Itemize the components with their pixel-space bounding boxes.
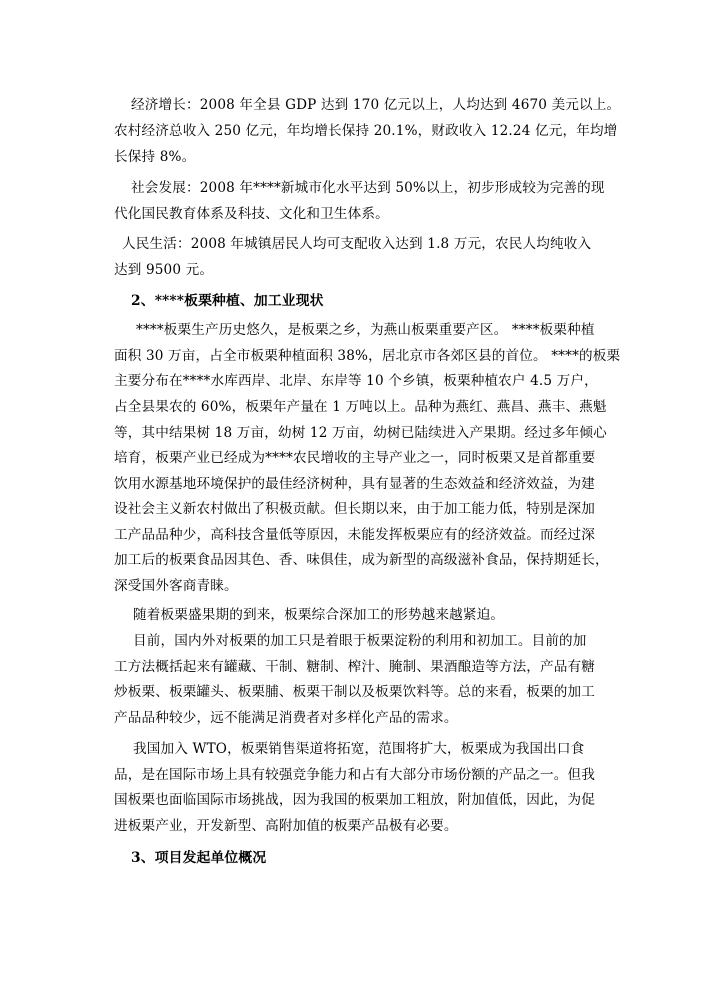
text-line: 加工后的板栗食品因其色、香、味俱佳，成为新型的高级滋补食品，保持期延长，: [114, 552, 609, 568]
text-line: 主要分布在****水库西岸、北岸、东岸等 10 个乡镇，板栗种植农户 4.5 万户，: [114, 373, 598, 389]
text-line: ****板栗生产历史悠久，是板栗之乡，为燕山板栗重要产区。 ****板栗种植: [136, 322, 595, 338]
text-line: 我国加入 WTO，板栗销售渠道将拓宽，范围将扩大，板栗成为我国出口食: [133, 741, 585, 757]
text-line: 经济增长：2008 年全县 GDP 达到 170 亿元以上，人均达到 4670 美元以上。: [131, 97, 621, 113]
text-line: 随着板栗盛果期的到来，板栗综合深加工的形势越来越紧迫。: [133, 607, 505, 623]
text-line: 品，是在国际市场上具有较强竞争能力和占有大部分市场份额的产品之一。但我: [114, 767, 596, 783]
text-line: 饮用水源基地环境保护的最佳经济树种，具有显著的生态效益和经济效益，为建: [114, 476, 596, 492]
section-heading: 3、项目发起单位概况: [131, 850, 267, 866]
text-line: 产品品种较少，远不能满足消费者对多样化产品的需求。: [114, 710, 458, 726]
text-line: 人民生活：2008 年城镇居民人均可支配收入达到 1.8 万元，农民人均纯收入: [122, 236, 592, 252]
text-line: 代化国民教育体系及科技、文化和卫生体系。: [114, 206, 389, 222]
text-line: 进板栗产业，开发新型、高附加值的板栗产品极有必要。: [114, 818, 458, 834]
text-line: 面积 30 万亩，占全市板栗种植面积 38%，居北京市各郊区县的首位。 ****的板栗: [114, 348, 621, 364]
text-line: 工方法概括起来有罐藏、干制、糖制、榨汁、腌制、果酒酿造等方法，产品有糖: [114, 659, 596, 675]
text-line: 占全县果农的 60%，板栗年产量在 1 万吨以上。品种为燕红、燕昌、燕丰、燕魁: [114, 399, 607, 415]
section-heading: 2、****板栗种植、加工业现状: [131, 293, 324, 309]
text-line: 工产品品种少，高科技含量低等原因，未能发挥板栗应有的经济效益。而经过深: [114, 527, 596, 543]
text-line: 目前，国内外对板栗的加工只是着眼于板栗淀粉的利用和初加工。目前的加: [133, 633, 587, 649]
text-line: 等，其中结果树 18 万亩，幼树 12 万亩，幼树已陆续进入产果期。经过多年倾心: [114, 425, 607, 441]
text-line: 农村经济总收入 250 亿元，年均增长保持 20.1%，财政收入 12.24 亿元，年均增: [114, 123, 618, 139]
text-line: 炒板栗、板栗罐头、板栗脯、板栗干制以及板栗饮料等。总的来看，板栗的加工: [114, 684, 596, 700]
text-line: 社会发展：2008 年****新城市化水平达到 50%以上，初步形成较为完善的现: [131, 180, 605, 196]
text-line: 设社会主义新农村做出了积极贡献。但长期以来，由于加工能力低，特别是深加: [114, 501, 596, 517]
text-line: 达到 9500 元。: [114, 262, 214, 278]
text-line: 国板栗也面临国际市场挑战，因为我国的板栗加工粗放，附加值低，因此，为促: [114, 792, 596, 808]
text-line: 长保持 8%。: [114, 149, 196, 165]
text-line: 培育，板栗产业已经成为****农民增收的主导产业之一，同时板栗又是首都重要: [114, 450, 596, 466]
text-line: 深受国外客商青睐。: [114, 578, 238, 594]
